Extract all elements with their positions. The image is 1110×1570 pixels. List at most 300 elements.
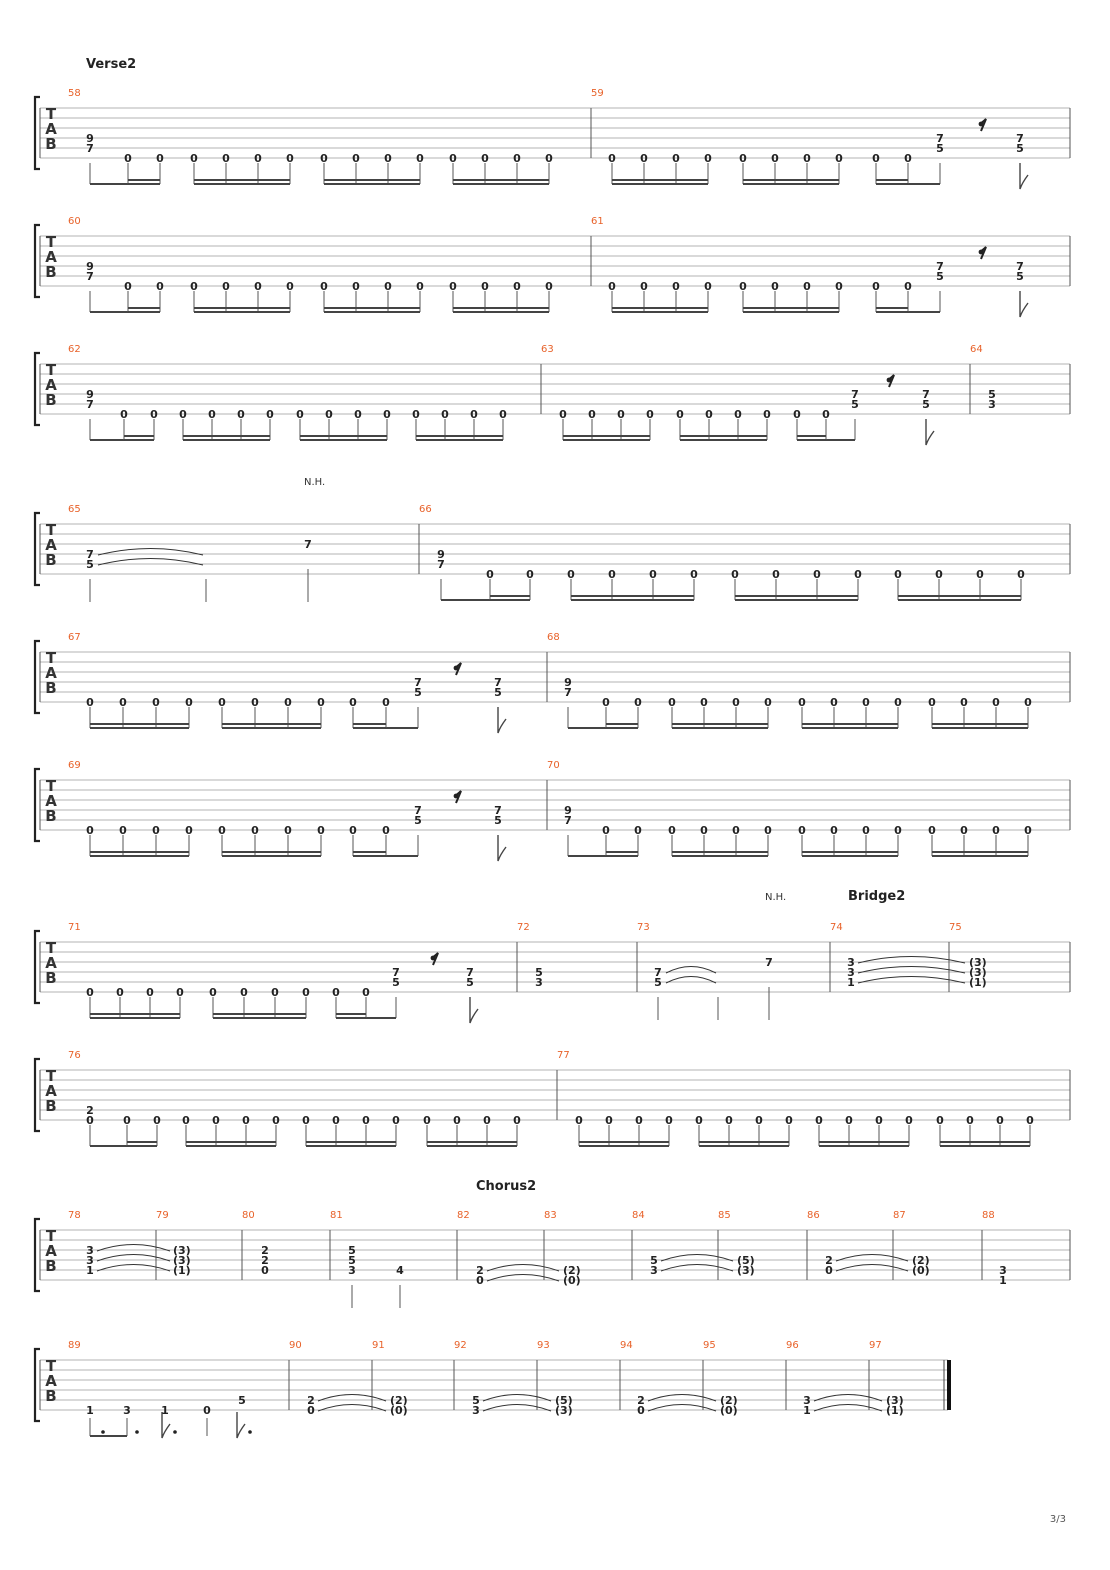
- fret-number: 3: [999, 1264, 1007, 1277]
- bar-number: 85: [718, 1210, 731, 1221]
- fret-number: 0: [854, 568, 862, 581]
- fret-number: 0: [803, 152, 811, 165]
- fret-number: 5: [414, 814, 422, 827]
- fret-number: 0: [152, 824, 160, 837]
- fret-number: 0: [152, 696, 160, 709]
- tab-clef-letter: B: [45, 1387, 57, 1405]
- fret-number: 0: [251, 696, 259, 709]
- fret-number: 0: [835, 280, 843, 293]
- bar-number: 91: [372, 1340, 385, 1351]
- fret-number: 9: [86, 132, 94, 145]
- fret-number: (5): [555, 1394, 573, 1407]
- tab-clef-letter: B: [45, 263, 57, 281]
- fret-number: 0: [499, 408, 507, 421]
- fret-number: 7: [851, 388, 859, 401]
- fret-number: 0: [1024, 824, 1032, 837]
- fret-number: 0: [725, 1114, 733, 1127]
- fret-number: 0: [992, 824, 1000, 837]
- fret-number: 0: [254, 152, 262, 165]
- bar-number: 58: [68, 88, 81, 99]
- fret-number: 7: [564, 814, 572, 827]
- fret-number: (3): [173, 1244, 191, 1257]
- system-bracket: [35, 513, 40, 585]
- fret-number: 0: [602, 696, 610, 709]
- fret-number: 0: [690, 568, 698, 581]
- fret-number: 9: [86, 260, 94, 273]
- section-label: Verse2: [86, 57, 137, 72]
- fret-number: (2): [390, 1394, 408, 1407]
- fret-number: 0: [453, 1114, 461, 1127]
- fret-number: 1: [86, 1264, 94, 1277]
- fret-number: 0: [772, 568, 780, 581]
- tab-clef-letter: B: [45, 679, 57, 697]
- fret-number: 0: [763, 408, 771, 421]
- fret-number: 0: [383, 408, 391, 421]
- fret-number: 0: [830, 696, 838, 709]
- fret-number: 0: [325, 408, 333, 421]
- fret-number: 0: [739, 152, 747, 165]
- fret-number: 5: [654, 976, 662, 989]
- fret-number: 0: [470, 408, 478, 421]
- fret-number: 0: [904, 280, 912, 293]
- fret-number: 0: [862, 824, 870, 837]
- bar-number: 66: [419, 504, 432, 515]
- fret-number: 0: [423, 1114, 431, 1127]
- fret-number: 0: [150, 408, 158, 421]
- fret-number: 0: [513, 1114, 521, 1127]
- fret-number: 5: [494, 686, 502, 699]
- fret-number: 0: [441, 408, 449, 421]
- fret-number: 0: [286, 280, 294, 293]
- fret-number: 7: [494, 676, 502, 689]
- fret-number: 0: [449, 152, 457, 165]
- tab-clef-letter: B: [45, 391, 57, 409]
- fret-number: 0: [416, 280, 424, 293]
- fret-number: 0: [124, 152, 132, 165]
- fret-number: 0: [352, 280, 360, 293]
- bar-number: 92: [454, 1340, 467, 1351]
- fret-number: 0: [676, 408, 684, 421]
- page-number: 3/3: [1049, 1514, 1066, 1525]
- fret-number: 0: [382, 696, 390, 709]
- fret-number: 0: [634, 696, 642, 709]
- bar-number: 75: [949, 922, 962, 933]
- bar-number: 79: [156, 1210, 169, 1221]
- fret-number: 0: [153, 1114, 161, 1127]
- system-bracket: [35, 641, 40, 713]
- tab-clef-letter: B: [45, 1097, 57, 1115]
- fret-number: 0: [665, 1114, 673, 1127]
- bar-number: 74: [830, 922, 843, 933]
- fret-number: 3: [86, 1244, 94, 1257]
- fret-number: 0: [835, 152, 843, 165]
- fret-number: 5: [348, 1244, 356, 1257]
- fret-number: 0: [798, 696, 806, 709]
- tab-clef-letter: T: [45, 361, 57, 379]
- bar-number: 72: [517, 922, 530, 933]
- bar-number: 73: [637, 922, 650, 933]
- system-bracket: [35, 769, 40, 841]
- fret-number: 0: [845, 1114, 853, 1127]
- fret-number: 2: [261, 1254, 269, 1267]
- fret-number: 0: [218, 696, 226, 709]
- bar-number: 83: [544, 1210, 557, 1221]
- fret-number: (2): [563, 1264, 581, 1277]
- fret-number: 0: [732, 696, 740, 709]
- fret-number: 0: [862, 696, 870, 709]
- fret-number: 5: [922, 398, 930, 411]
- eighth-rest: [454, 794, 459, 799]
- fret-number: 7: [1016, 260, 1024, 273]
- fret-number: 0: [317, 696, 325, 709]
- fret-number: 0: [116, 986, 124, 999]
- bar-number: 70: [547, 760, 560, 771]
- tab-clef-letter: T: [45, 939, 57, 957]
- bar-number: 86: [807, 1210, 820, 1221]
- fret-number: 1: [847, 976, 855, 989]
- fret-number: 0: [212, 1114, 220, 1127]
- fret-number: 3: [535, 976, 543, 989]
- dot: [135, 1430, 139, 1434]
- fret-number: 0: [1026, 1114, 1034, 1127]
- system-bracket: [35, 931, 40, 1003]
- fret-number: 5: [851, 398, 859, 411]
- fret-number: 9: [86, 388, 94, 401]
- fret-number: 0: [203, 1404, 211, 1417]
- fret-number: 0: [668, 824, 676, 837]
- fret-number: 7: [86, 142, 94, 155]
- system-bracket: [35, 1349, 40, 1421]
- note-flag: [926, 419, 934, 445]
- bar-number: 96: [786, 1340, 799, 1351]
- fret-number: (3): [173, 1254, 191, 1267]
- fret-number: 0: [545, 280, 553, 293]
- fret-number: 0: [732, 824, 740, 837]
- fret-number: 7: [564, 686, 572, 699]
- system-bracket: [35, 353, 40, 425]
- fret-number: 0: [286, 152, 294, 165]
- fret-number: 0: [739, 280, 747, 293]
- fret-number: 0: [705, 408, 713, 421]
- fret-number: 0: [894, 696, 902, 709]
- fret-number: 7: [392, 966, 400, 979]
- fret-number: 0: [119, 696, 127, 709]
- fret-number: 0: [266, 408, 274, 421]
- fret-number: 4: [396, 1264, 404, 1277]
- fret-number: (3): [969, 966, 987, 979]
- fret-number: 0: [176, 986, 184, 999]
- bar-number: 95: [703, 1340, 716, 1351]
- fret-number: 0: [672, 152, 680, 165]
- fret-number: 0: [894, 824, 902, 837]
- fret-number: 0: [559, 408, 567, 421]
- fret-number: 9: [437, 548, 445, 561]
- bar-number: 80: [242, 1210, 255, 1221]
- fret-number: 0: [271, 986, 279, 999]
- fret-number: 0: [575, 1114, 583, 1127]
- tab-clef-letter: A: [45, 954, 57, 972]
- fret-number: 0: [513, 280, 521, 293]
- fret-number: 0: [608, 280, 616, 293]
- tab-clef-letter: A: [45, 120, 57, 138]
- fret-number: 0: [384, 280, 392, 293]
- tab-staff: [35, 1349, 948, 1421]
- dot: [173, 1430, 177, 1434]
- fret-number: 3: [650, 1264, 658, 1277]
- bar-number: 78: [68, 1210, 81, 1221]
- tab-clef-letter: B: [45, 969, 57, 987]
- fret-number: (0): [390, 1404, 408, 1417]
- tab-clef-letter: T: [45, 649, 57, 667]
- fret-number: 0: [240, 986, 248, 999]
- fret-number: 0: [120, 408, 128, 421]
- fret-number: 7: [1016, 132, 1024, 145]
- system-bracket: [35, 225, 40, 297]
- fret-number: 0: [668, 696, 676, 709]
- bar-number: 82: [457, 1210, 470, 1221]
- fret-number: 0: [798, 824, 806, 837]
- fret-number: 0: [412, 408, 420, 421]
- fret-number: 7: [922, 388, 930, 401]
- fret-number: 1: [999, 1274, 1007, 1287]
- fret-number: 0: [526, 568, 534, 581]
- fret-number: 9: [564, 804, 572, 817]
- fret-number: 0: [251, 824, 259, 837]
- fret-number: 2: [637, 1394, 645, 1407]
- fret-number: 0: [764, 696, 772, 709]
- tab-clef-letter: T: [45, 1357, 57, 1375]
- bar-number: 60: [68, 216, 81, 227]
- fret-number: 0: [486, 568, 494, 581]
- fret-number: 0: [830, 824, 838, 837]
- fret-number: 1: [161, 1404, 169, 1417]
- fret-number: 0: [349, 824, 357, 837]
- fret-number: 5: [466, 976, 474, 989]
- tab-clef-letter: A: [45, 1082, 57, 1100]
- tab-clef-letter: B: [45, 807, 57, 825]
- natural-harmonic-mark: N.H.: [765, 892, 787, 903]
- tab-clef-letter: B: [45, 551, 57, 569]
- fret-number: 0: [704, 152, 712, 165]
- fret-number: 7: [494, 804, 502, 817]
- bar-number: 65: [68, 504, 81, 515]
- tab-clef-letter: T: [45, 105, 57, 123]
- eighth-rest: [431, 956, 436, 961]
- fret-number: 0: [483, 1114, 491, 1127]
- fret-number: 5: [1016, 142, 1024, 155]
- fret-number: 0: [296, 408, 304, 421]
- fret-number: 5: [348, 1254, 356, 1267]
- fret-number: 0: [545, 152, 553, 165]
- fret-number: 0: [284, 824, 292, 837]
- fret-number: 5: [86, 558, 94, 571]
- bar-number: 71: [68, 922, 81, 933]
- system-bracket: [35, 1219, 40, 1291]
- fret-number: (0): [720, 1404, 738, 1417]
- fret-number: 0: [803, 280, 811, 293]
- tab-staff: [35, 1059, 1070, 1131]
- fret-number: 5: [472, 1394, 480, 1407]
- section-label: Chorus2: [476, 1179, 537, 1194]
- fret-number: 0: [156, 280, 164, 293]
- system-bracket: [35, 1059, 40, 1131]
- fret-number: 0: [86, 1114, 94, 1127]
- fret-number: 7: [466, 966, 474, 979]
- fret-number: 0: [936, 1114, 944, 1127]
- fret-number: 7: [765, 956, 773, 969]
- fret-number: 5: [494, 814, 502, 827]
- fret-number: 0: [476, 1274, 484, 1287]
- fret-number: 0: [349, 696, 357, 709]
- fret-number: 0: [449, 280, 457, 293]
- fret-number: 0: [731, 568, 739, 581]
- fret-number: (1): [173, 1264, 191, 1277]
- tab-clef-letter: T: [45, 1227, 57, 1245]
- fret-number: 0: [254, 280, 262, 293]
- fret-number: 0: [672, 280, 680, 293]
- fret-number: 0: [86, 696, 94, 709]
- fret-number: 0: [362, 986, 370, 999]
- fret-number: 0: [123, 1114, 131, 1127]
- fret-number: 0: [704, 280, 712, 293]
- fret-number: 0: [362, 1114, 370, 1127]
- fret-number: 0: [190, 152, 198, 165]
- bar-number: 81: [330, 1210, 343, 1221]
- bar-number: 94: [620, 1340, 633, 1351]
- eighth-rest: [979, 250, 984, 255]
- fret-number: 0: [272, 1114, 280, 1127]
- fret-number: 0: [146, 986, 154, 999]
- fret-number: 0: [208, 408, 216, 421]
- fret-number: 3: [847, 966, 855, 979]
- fret-number: 3: [123, 1404, 131, 1417]
- fret-number: 0: [392, 1114, 400, 1127]
- fret-number: 0: [567, 568, 575, 581]
- fret-number: 3: [86, 1254, 94, 1267]
- bar-number: 76: [68, 1050, 81, 1061]
- fret-number: 5: [414, 686, 422, 699]
- fret-number: 0: [222, 280, 230, 293]
- fret-number: 0: [928, 696, 936, 709]
- fret-number: 5: [535, 966, 543, 979]
- bar-number: 64: [970, 344, 983, 355]
- fret-number: 0: [332, 1114, 340, 1127]
- note-flag: [1020, 291, 1028, 317]
- fret-number: 7: [86, 398, 94, 411]
- fret-number: 0: [261, 1264, 269, 1277]
- fret-number: 0: [513, 152, 521, 165]
- bar-number: 59: [591, 88, 604, 99]
- tab-clef-letter: T: [45, 521, 57, 539]
- fret-number: 2: [307, 1394, 315, 1407]
- fret-number: 0: [1024, 696, 1032, 709]
- fret-number: 0: [872, 280, 880, 293]
- bar-number: 97: [869, 1340, 882, 1351]
- fret-number: 1: [803, 1404, 811, 1417]
- fret-number: (1): [886, 1404, 904, 1417]
- bar-number: 89: [68, 1340, 81, 1351]
- fret-number: 5: [650, 1254, 658, 1267]
- fret-number: (3): [555, 1404, 573, 1417]
- fret-number: 0: [242, 1114, 250, 1127]
- note-flag: [498, 835, 506, 861]
- note-flag: [237, 1412, 245, 1438]
- fret-number: 7: [437, 558, 445, 571]
- fret-number: 0: [302, 1114, 310, 1127]
- tab-clef-letter: B: [45, 1257, 57, 1275]
- tab-clef-letter: A: [45, 536, 57, 554]
- fret-number: 0: [602, 824, 610, 837]
- fret-number: 3: [472, 1404, 480, 1417]
- fret-number: 5: [936, 142, 944, 155]
- system-bracket: [35, 97, 40, 169]
- fret-number: 0: [928, 824, 936, 837]
- fret-number: 0: [119, 824, 127, 837]
- note-flag: [498, 707, 506, 733]
- fret-number: 0: [635, 1114, 643, 1127]
- fret-number: 2: [86, 1104, 94, 1117]
- fret-number: 0: [894, 568, 902, 581]
- fret-number: 0: [640, 152, 648, 165]
- fret-number: 0: [332, 986, 340, 999]
- fret-number: 0: [237, 408, 245, 421]
- fret-number: 0: [320, 280, 328, 293]
- fret-number: 0: [354, 408, 362, 421]
- fret-number: 0: [352, 152, 360, 165]
- fret-number: 7: [86, 548, 94, 561]
- fret-number: 0: [872, 152, 880, 165]
- fret-number: 3: [348, 1264, 356, 1277]
- fret-number: 2: [825, 1254, 833, 1267]
- bar-number: 68: [547, 632, 560, 643]
- natural-harmonic-mark: N.H.: [304, 477, 326, 488]
- fret-number: 0: [875, 1114, 883, 1127]
- fret-number: 7: [936, 260, 944, 273]
- fret-number: (2): [720, 1394, 738, 1407]
- fret-number: 7: [936, 132, 944, 145]
- note-flag: [1020, 163, 1028, 189]
- fret-number: 0: [637, 1404, 645, 1417]
- fret-number: 0: [416, 152, 424, 165]
- fret-number: 0: [646, 408, 654, 421]
- fret-number: (3): [737, 1264, 755, 1277]
- bar-number: 69: [68, 760, 81, 771]
- fret-number: 0: [605, 1114, 613, 1127]
- fret-number: 0: [384, 152, 392, 165]
- fret-number: 3: [803, 1394, 811, 1407]
- bar-number: 84: [632, 1210, 645, 1221]
- fret-number: 0: [209, 986, 217, 999]
- fret-number: 5: [988, 388, 996, 401]
- fret-number: 0: [793, 408, 801, 421]
- fret-number: 0: [1017, 568, 1025, 581]
- fret-number: (0): [912, 1264, 930, 1277]
- fret-number: 0: [307, 1404, 315, 1417]
- tab-staff: [35, 353, 1070, 425]
- fret-number: 0: [86, 986, 94, 999]
- fret-number: 0: [960, 696, 968, 709]
- fret-number: 0: [734, 408, 742, 421]
- fret-number: (2): [912, 1254, 930, 1267]
- fret-number: 0: [617, 408, 625, 421]
- fret-number: 2: [476, 1264, 484, 1277]
- fret-number: 0: [700, 824, 708, 837]
- fret-number: 7: [304, 538, 312, 551]
- bar-number: 88: [982, 1210, 995, 1221]
- fret-number: 7: [86, 270, 94, 283]
- fret-number: 0: [996, 1114, 1004, 1127]
- bar-number: 87: [893, 1210, 906, 1221]
